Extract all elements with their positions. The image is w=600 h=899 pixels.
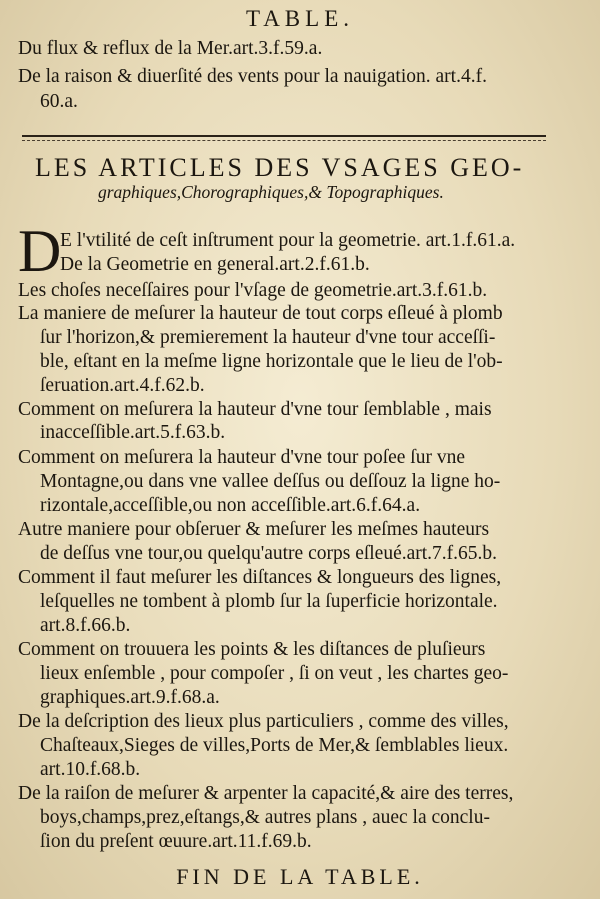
drop-cap: D <box>18 218 62 284</box>
toc-line: Montagne,ou dans vne vallee deſſus ou deſſouz la ligne ho- <box>40 471 501 492</box>
toc-line: art.8.f.66.b. <box>40 615 131 636</box>
toc-line: de deſſus vne tour,ou quelqu'autre corps eſleué.art.7.f.65.b. <box>40 543 498 564</box>
toc-line: Comment on meſurera la hauteur d'vne tour poſee ſur vne <box>18 447 465 468</box>
toc-line: E l'vtilité de ceſt inſtrument pour la geometrie. art.1.f.61.a. <box>60 230 516 251</box>
toc-line: ſion du preſent œuure.art.11.f.69.b. <box>40 831 312 852</box>
toc-line: Les choſes neceſſaires pour l'vſage de geometrie.art.3.f.61.b. <box>18 280 488 301</box>
decorative-rule <box>22 135 546 137</box>
toc-line: lieux enſemble , pour compoſer , ſi on veut , les chartes geo- <box>40 663 509 684</box>
toc-line: La maniere de meſurer la hauteur de tout corps eſleué à plomb <box>18 303 503 324</box>
toc-line: ſeruation.art.4.f.62.b. <box>40 375 205 396</box>
toc-line: Comment on meſurera la hauteur d'vne tour ſemblable , mais <box>18 399 492 420</box>
running-head: TABLE. <box>245 6 354 31</box>
toc-line: art.10.f.68.b. <box>40 759 141 780</box>
toc-line: De la Geometrie en general.art.2.f.61.b. <box>60 254 370 275</box>
toc-line: 60.a. <box>40 91 78 112</box>
toc-line: De la raison & diuerſité des vents pour la nauigation. art.4.f. <box>18 66 487 87</box>
toc-line: leſquelles ne tombent à plomb ſur la ſuperficie horizontale. <box>40 591 498 612</box>
toc-line: Chaſteaux,Sieges de villes,Ports de Mer,& ſemblables lieux. <box>40 735 509 756</box>
toc-line: Du flux & reflux de la Mer.art.3.f.59.a. <box>18 38 323 59</box>
toc-line: Comment on trouuera les points & les diſtances de pluſieurs <box>18 639 486 660</box>
toc-line: boys,champs,prez,eſtangs,& autres plans , auec la conclu- <box>40 807 490 828</box>
toc-line: graphiques.art.9.f.68.a. <box>40 687 220 708</box>
toc-line: ble, eſtant en la meſme ligne horizontale que le lieu de l'ob- <box>40 351 503 372</box>
toc-line: Autre maniere pour obſeruer & meſurer les meſmes hauteurs <box>18 519 490 540</box>
toc-line: De la deſcription des lieux plus particuliers , comme des villes, <box>18 711 509 732</box>
toc-line: rizontale,acceſſible,ou non acceſſible.art.6.f.64.a. <box>40 495 421 516</box>
toc-line: Comment il faut meſurer les diſtances & longueurs des lignes, <box>18 567 502 588</box>
toc-line: ſur l'horizon,& premierement la hauteur d'vne tour acceſſi- <box>40 327 496 348</box>
section-title: LES ARTICLES DES VSAGES GEO- <box>35 153 525 182</box>
section-subtitle: graphiques,Chorographiques,& Topographiques. <box>98 182 444 202</box>
toc-line: De la raiſon de meſurer & arpenter la capacité,& aire des terres, <box>18 783 514 804</box>
toc-line: inacceſſible.art.5.f.63.b. <box>40 422 226 443</box>
closing-line: FIN DE LA TABLE. <box>176 864 424 889</box>
